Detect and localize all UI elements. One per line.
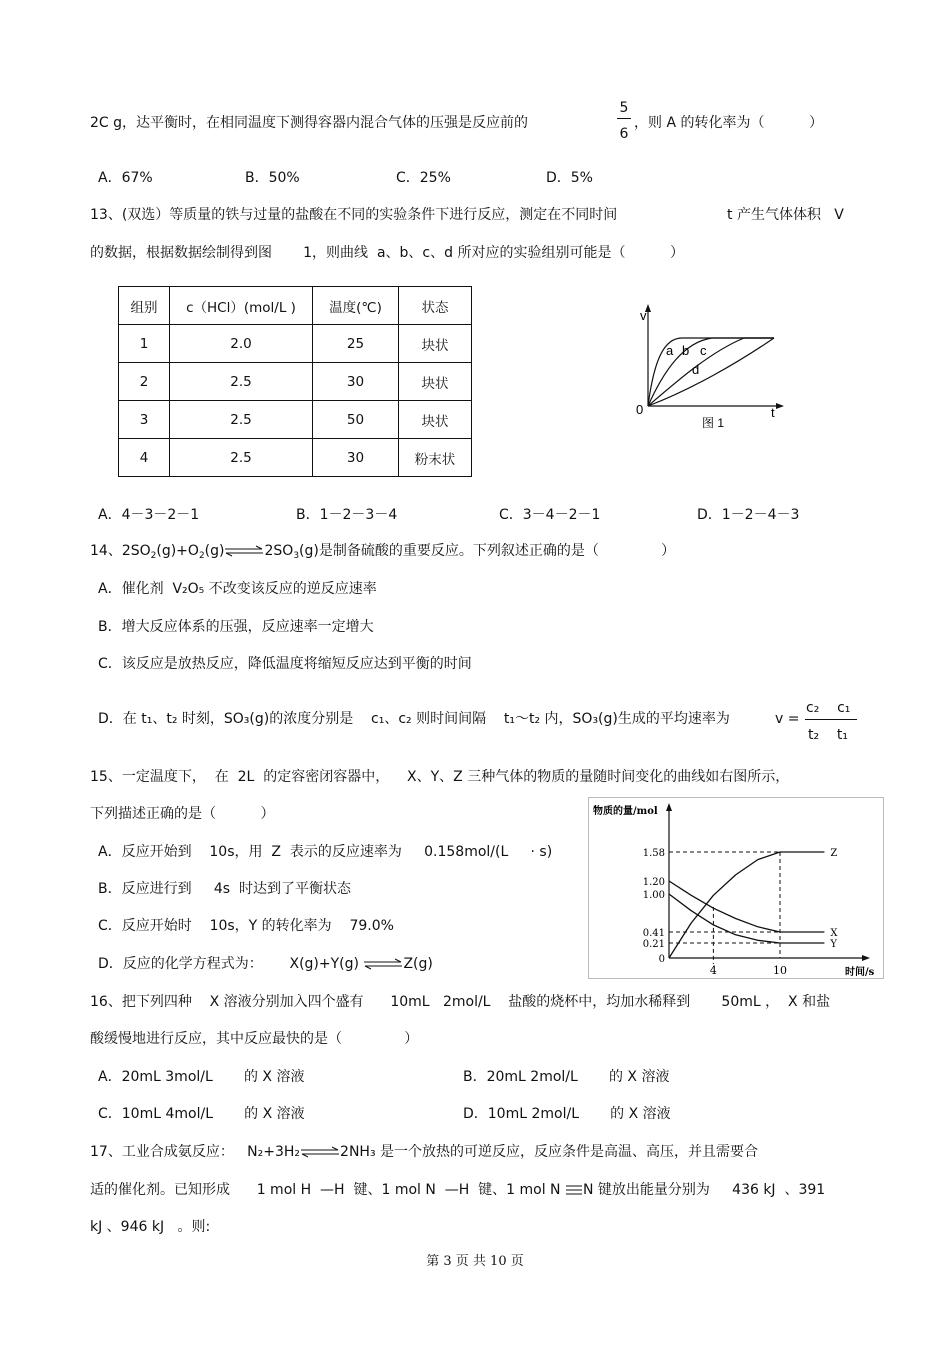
q13-line2: 的数据，根据数据绘制得到图 1，则曲线 a、b、c、d 所对应的实验组别可能是（ ）: [90, 245, 684, 261]
q12-frac-num: 5: [619, 100, 629, 116]
q16-line1: 16、把下列四种 X 溶液分别加入四个盛有 10mL 2mol/L 盐酸的烧杯中，均加水稀释到 50mL ， X 和盐: [90, 994, 831, 1010]
table-cell: 30: [313, 439, 399, 477]
q14-option-d: D．在 t₁、t₂ 时刻，SO₃(g)的浓度分别是 c₁、c₂ 则时间间隔 t₁～t₂ 内，SO₃(g)生成的平均速率为: [98, 711, 730, 727]
q17-line3: kJ 、946 kJ 。则:: [90, 1219, 211, 1235]
table-header-cell: 组别: [119, 287, 170, 325]
figure-1: [620, 300, 800, 440]
fig1-label-d: d: [692, 362, 700, 377]
table-row: [119, 363, 472, 401]
x-tick-label: 10: [773, 964, 787, 977]
q12-option-a: A．67%: [98, 170, 153, 186]
q13-option-d: D．1－2－4－3: [697, 507, 800, 523]
series-line-X: [669, 881, 824, 932]
q15-option-b: B．反应进行到 4s 时达到了平衡状态: [98, 881, 351, 897]
q17-line2: 适的催化剂。已知形成 1 mol H —H 键、1 mol N —H 键、1 mol N N 键放出能量分别为 436 kJ 、391: [90, 1182, 826, 1198]
q13-option-b: B．1－2－3－4: [296, 507, 398, 523]
fig1-x-label: t: [771, 405, 775, 420]
table-cell: 2.5: [170, 363, 313, 401]
y-tick-label: 1.58: [642, 848, 665, 859]
y-tick-label: 1.20: [642, 877, 665, 888]
table-cell: 1: [119, 325, 170, 363]
equilibrium-arrow-icon: [224, 545, 264, 557]
equilibrium-arrow-icon: [300, 1146, 340, 1158]
series-label-Y: Y: [830, 939, 838, 950]
q15-y-label: 物质的量/mol: [593, 806, 658, 817]
table-cell: 2: [119, 363, 170, 401]
table-row: [119, 401, 472, 439]
x-tick-label: 4: [709, 964, 717, 977]
q14-option-b: B．增大反应体系的压强，反应速率一定增大: [98, 619, 374, 635]
fig1-label-a: a: [666, 343, 674, 358]
table-cell: 块状: [399, 325, 472, 363]
triple-bond-icon: [565, 1184, 583, 1196]
q15-option-c: C．反应开始时 10s，Y 的转化率为 79.0%: [98, 918, 394, 934]
q15-line2: 下列描述正确的是（ ）: [90, 806, 275, 822]
q14-formula-bar: [805, 719, 857, 720]
q14-formula-v: v =: [775, 711, 800, 727]
y-tick-label: 1.00: [642, 890, 665, 901]
table-cell: 50: [313, 401, 399, 439]
q12-stem-start: 2C g，达平衡时，在相同温度下测得容器内混合气体的压强是反应前的: [90, 115, 529, 131]
table-cell: 块状: [399, 363, 472, 401]
y-tick-label: 0: [658, 954, 665, 965]
q16-option-b: B．20mL 2mol/L 的 X 溶液: [463, 1069, 670, 1085]
q13-option-a: A．4－3－2－1: [98, 507, 200, 523]
fig1-y-label: v: [640, 308, 647, 323]
table-header-cell: 温度(℃): [313, 287, 399, 325]
fig1-label-b: b: [682, 343, 690, 358]
equilibrium-arrow-icon: [363, 958, 403, 970]
q16-option-c: C．10mL 4mol/L 的 X 溶液: [98, 1106, 305, 1122]
page-footer: 第 3 页 共 10 页: [426, 1254, 524, 1269]
q14-option-c: C．该反应是放热反应，降低温度将缩短反应达到平衡的时间: [98, 656, 472, 672]
q15-option-d: D．反应的化学方程式为： X(g)+Y(g) Z(g): [98, 956, 433, 972]
table-cell: 2.5: [170, 439, 313, 477]
q12-frac-bar: [617, 118, 631, 119]
table-cell: 块状: [399, 401, 472, 439]
fig1-label-c: c: [700, 343, 707, 358]
q12-option-b: B．50%: [245, 170, 300, 186]
q14-option-a: A．催化剂 V₂O₅ 不改变该反应的逆反应速率: [98, 581, 377, 597]
y-tick-label: 0.41: [642, 928, 665, 939]
y-tick-label: 0.21: [642, 939, 665, 950]
q17-line1: 17、工业合成氨反应： N₂+3H₂ 2NH₃ 是一个放热的可逆反应，反应条件是高温、高压，并且需要合: [90, 1144, 758, 1160]
q12-option-c: C．25%: [396, 170, 451, 186]
q15-chart: [588, 797, 884, 979]
q15-guides: [669, 852, 780, 964]
table-header-cell: c（HCl）(mol/L ): [170, 287, 313, 325]
q14-formula-num: c₂ c₁: [806, 700, 851, 716]
fig1-x-arrow: [776, 403, 784, 409]
q16-option-a: A．20mL 3mol/L 的 X 溶液: [98, 1069, 305, 1085]
table-cell: 2.5: [170, 401, 313, 439]
series-label-X: X: [830, 928, 838, 939]
q15-x-arrow: [862, 955, 870, 961]
q16-line2: 酸缓慢地进行反应，其中反应最快的是（ ）: [90, 1031, 419, 1047]
table-cell: 3: [119, 401, 170, 439]
q15-option-a: A．反应开始到 10s，用 Z 表示的反应速率为 0.158mol/(L · s): [98, 844, 553, 860]
table-cell: 30: [313, 363, 399, 401]
series-label-Z: Z: [830, 848, 838, 859]
q13-line1a: 13、(双选）等质量的铁与过量的盐酸在不同的实验条件下进行反应，测定在不同时间: [90, 207, 618, 223]
q12-stem-end: ，则 A 的转化率为（ ）: [634, 115, 823, 131]
q15-y-arrow: [666, 803, 672, 811]
q15-x-label: 时间/s: [845, 967, 875, 978]
q16-option-d: D．10mL 2mol/L 的 X 溶液: [463, 1106, 671, 1122]
q13-option-c: C．3－4－2－1: [499, 507, 601, 523]
q14-formula-den: t₂ t₁: [808, 727, 849, 743]
q12-frac-den: 6: [619, 126, 629, 142]
series-line-Y: [669, 894, 824, 943]
table-cell: 4: [119, 439, 170, 477]
q15-series: [669, 848, 838, 958]
table-cell: 粉末状: [399, 439, 472, 477]
table-cell: 25: [313, 325, 399, 363]
q14-stem: 14、$2SO_2(g)+O_2(g)$ $2SO_3(g)$是制备硫酸的重要反应。下列叙述正确的是（ ）: [90, 543, 676, 561]
q13-table: [118, 286, 472, 477]
table-row: [119, 439, 472, 477]
fig1-caption: 图 1: [702, 416, 725, 430]
q13-line1b: t 产生气体体积 V: [727, 207, 844, 223]
table-header-row: [119, 287, 472, 325]
q15-line1: 15、一定温度下， 在 2L 的定容密闭容器中， X、Y、Z 三种气体的物质的量随时间变化的曲线如右图所示，: [90, 769, 790, 785]
fig1-origin: 0: [636, 402, 644, 417]
table-row: [119, 325, 472, 363]
series-line-Z: [669, 852, 824, 958]
table-cell: 2.0: [170, 325, 313, 363]
table-header-cell: 状态: [399, 287, 472, 325]
q12-option-d: D．5%: [546, 170, 593, 186]
